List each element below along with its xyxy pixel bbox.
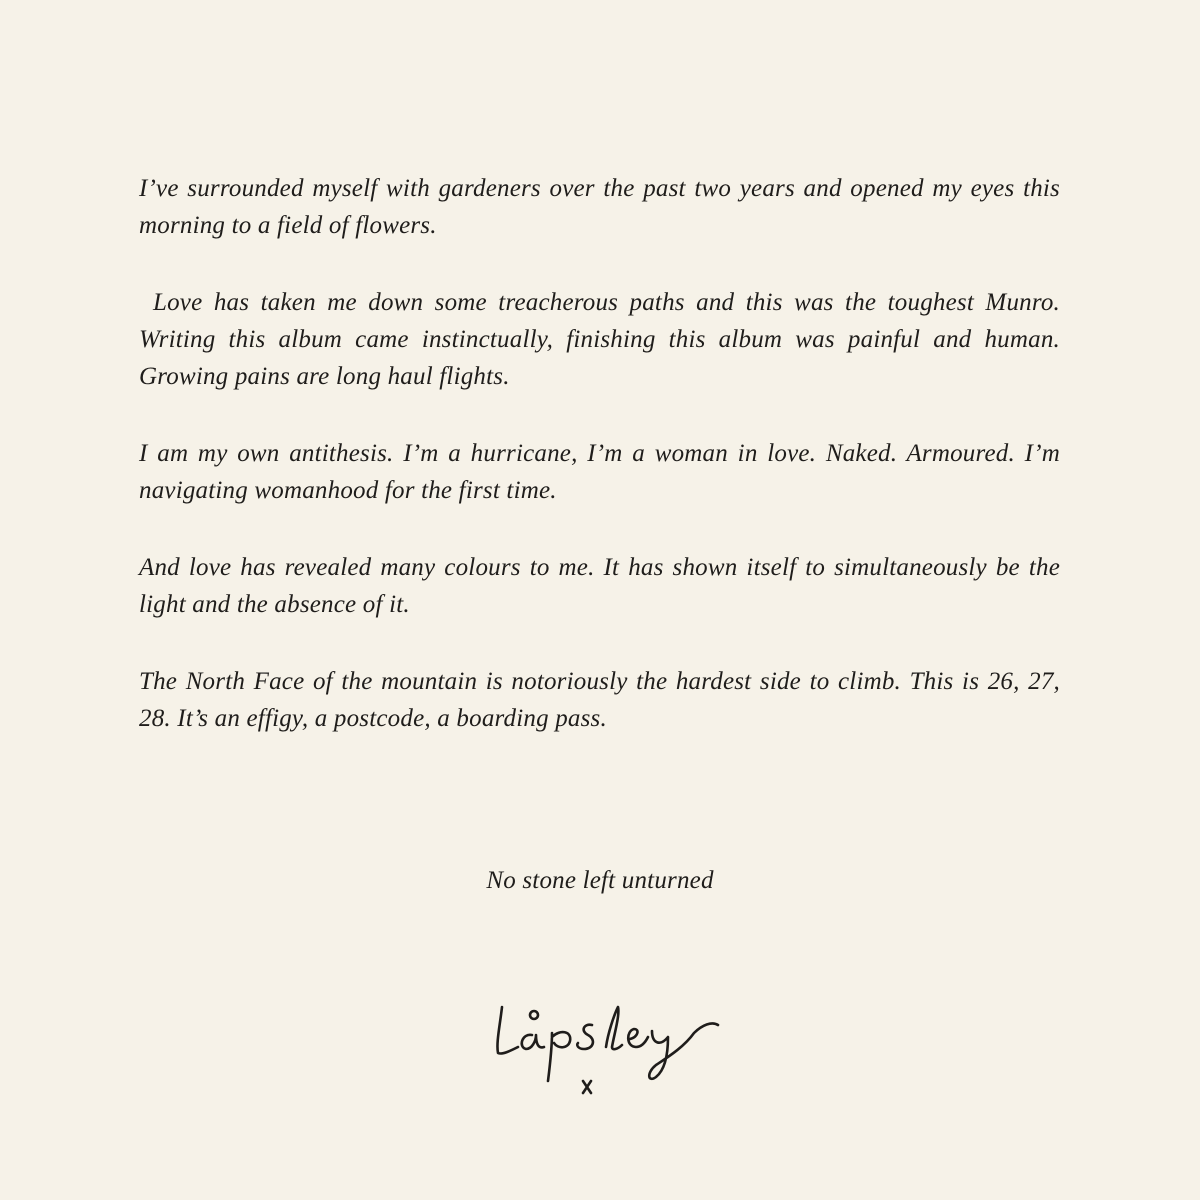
letter-body [139,170,1060,777]
signature-x-mark [583,1081,591,1093]
paragraph-north-face: The North Face of the mountain is notoriously the hardest side to climb. This is 26, 27, 28. It’s an effigy, a postcode, a boarding pass. [139,668,1060,732]
paragraph-antithesis: I am my own antithesis. I’m a hurricane, I’m a woman in love. Naked. Armoured. I’m navigating womanhood for the first time. [139,440,1060,504]
signature-stroke-l [497,1007,518,1054]
signature-stroke-l2 [606,1007,622,1049]
signature-stroke-y [649,1023,718,1078]
paragraph-gardeners: I’ve surrounded myself with gardeners over the past two years and opened my eyes this morning to a field of flowers. [139,175,1060,239]
signature-stroke-e [628,1029,648,1047]
signature-svg [480,985,750,1105]
signature-stroke-s [577,1025,593,1049]
closing-line: No stone left unturned [486,867,714,894]
handwritten-signature [480,985,750,1105]
signature-ring [530,1011,538,1019]
signature-stroke-p [548,1032,570,1081]
paragraph-colours: And love has revealed many colours to me. It has shown itself to simultaneously be the light and the absence of it. [139,554,1060,618]
paragraph-love-paths: Love has taken me down some treacherous paths and this was the toughest Munro. Writing this album came instinctually, finishing this album was painful and human. Growing pains are long haul flights. [139,289,1060,390]
signature-stroke-a [522,1035,544,1049]
